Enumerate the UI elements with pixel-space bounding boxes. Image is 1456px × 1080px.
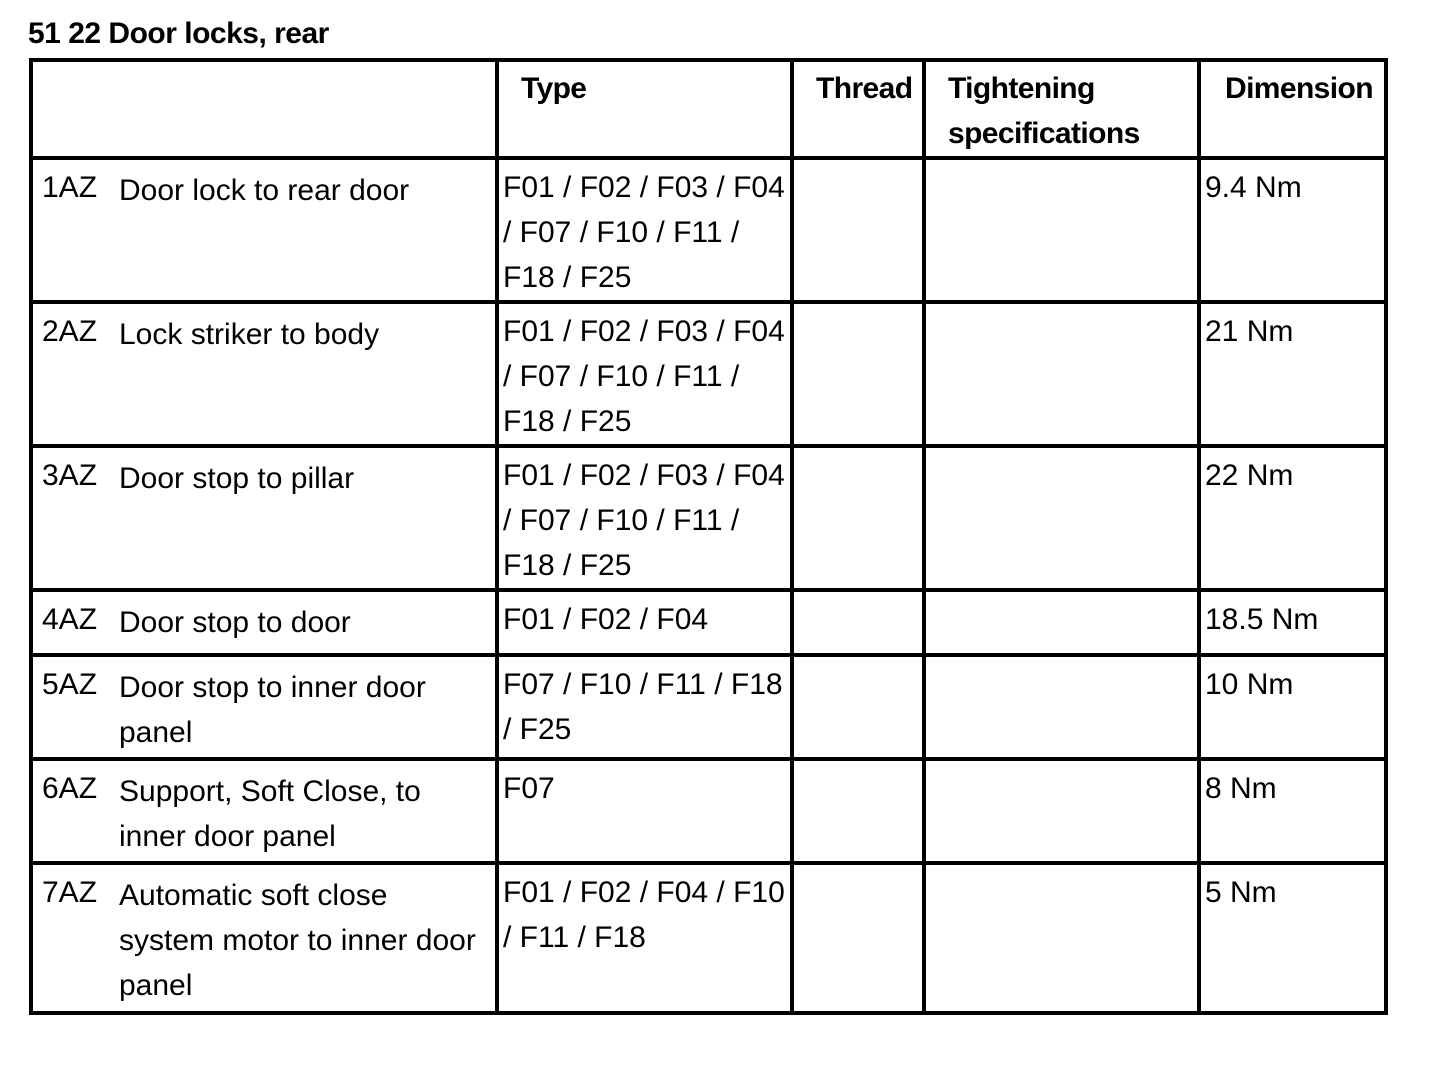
- row-description: Support, Soft Close, to inner door panel: [119, 775, 421, 853]
- row-label-cell: [31, 158, 497, 302]
- table-row: [31, 759, 1386, 863]
- table-row: [31, 655, 1386, 759]
- row-dimension: 22 Nm: [1199, 446, 1386, 590]
- row-type: F01 / F02 / F03 / F04 / F07 / F10 / F11 / F18 / F25: [497, 302, 792, 446]
- row-tightening: [924, 863, 1199, 1013]
- row-description: Lock striker to body: [119, 318, 380, 351]
- row-description: Door stop to door: [119, 606, 351, 639]
- row-description: Door stop to inner door panel: [119, 671, 426, 749]
- row-description: Door lock to rear door: [119, 174, 410, 207]
- table-row: [31, 158, 1386, 302]
- row-tightening: [924, 590, 1199, 655]
- row-dimension: 10 Nm: [1199, 655, 1386, 759]
- row-description: Automatic soft close system motor to inner door panel: [119, 879, 476, 1002]
- header-dimension: Dimension: [1199, 60, 1386, 158]
- row-label-cell: [31, 446, 497, 590]
- row-label-cell: [31, 655, 497, 759]
- row-id: 1AZ: [42, 171, 98, 204]
- row-type: F01 / F02 / F04 / F10 / F11 / F18: [497, 863, 792, 1013]
- table-row: [31, 302, 1386, 446]
- row-tightening: [924, 655, 1199, 759]
- row-type: F01 / F02 / F04: [497, 590, 792, 655]
- row-thread: [792, 590, 924, 655]
- row-id: 5AZ: [42, 668, 98, 701]
- row-label-cell: [31, 590, 497, 655]
- row-id: 7AZ: [42, 876, 98, 909]
- row-thread: [792, 655, 924, 759]
- torque-spec-table: [29, 58, 1388, 1015]
- row-thread: [792, 863, 924, 1013]
- header-thread: Thread: [792, 60, 924, 158]
- row-description: Door stop to pillar: [119, 462, 355, 495]
- row-thread: [792, 158, 924, 302]
- row-tightening: [924, 446, 1199, 590]
- row-dimension: 18.5 Nm: [1199, 590, 1386, 655]
- row-thread: [792, 759, 924, 863]
- row-dimension: 5 Nm: [1199, 863, 1386, 1013]
- table-header-row: [31, 60, 1386, 158]
- row-id: 4AZ: [42, 603, 98, 636]
- row-dimension: 9.4 Nm: [1199, 158, 1386, 302]
- row-dimension: 21 Nm: [1199, 302, 1386, 446]
- row-type: F07: [497, 759, 792, 863]
- row-thread: [792, 302, 924, 446]
- row-type: F01 / F02 / F03 / F04 / F07 / F10 / F11 / F18 / F25: [497, 446, 792, 590]
- page-title: 51 22 Door locks, rear: [28, 17, 329, 50]
- header-type: Type: [497, 60, 792, 158]
- row-label-cell: [31, 759, 497, 863]
- row-tightening: [924, 759, 1199, 863]
- row-label-cell: [31, 863, 497, 1013]
- row-tightening: [924, 158, 1199, 302]
- row-thread: [792, 446, 924, 590]
- table-row: [31, 590, 1386, 655]
- header-tightening-specifications: Tightening specifications: [924, 60, 1199, 158]
- row-type: F07 / F10 / F11 / F18 / F25: [497, 655, 792, 759]
- row-id: 6AZ: [42, 772, 98, 805]
- row-id: 2AZ: [42, 315, 98, 348]
- row-id: 3AZ: [42, 459, 98, 492]
- table-row: [31, 446, 1386, 590]
- table-row: [31, 863, 1386, 1013]
- row-label-cell: [31, 302, 497, 446]
- row-type: F01 / F02 / F03 / F04 / F07 / F10 / F11 / F18 / F25: [497, 158, 792, 302]
- row-dimension: 8 Nm: [1199, 759, 1386, 863]
- row-tightening: [924, 302, 1199, 446]
- header-label: [31, 60, 497, 158]
